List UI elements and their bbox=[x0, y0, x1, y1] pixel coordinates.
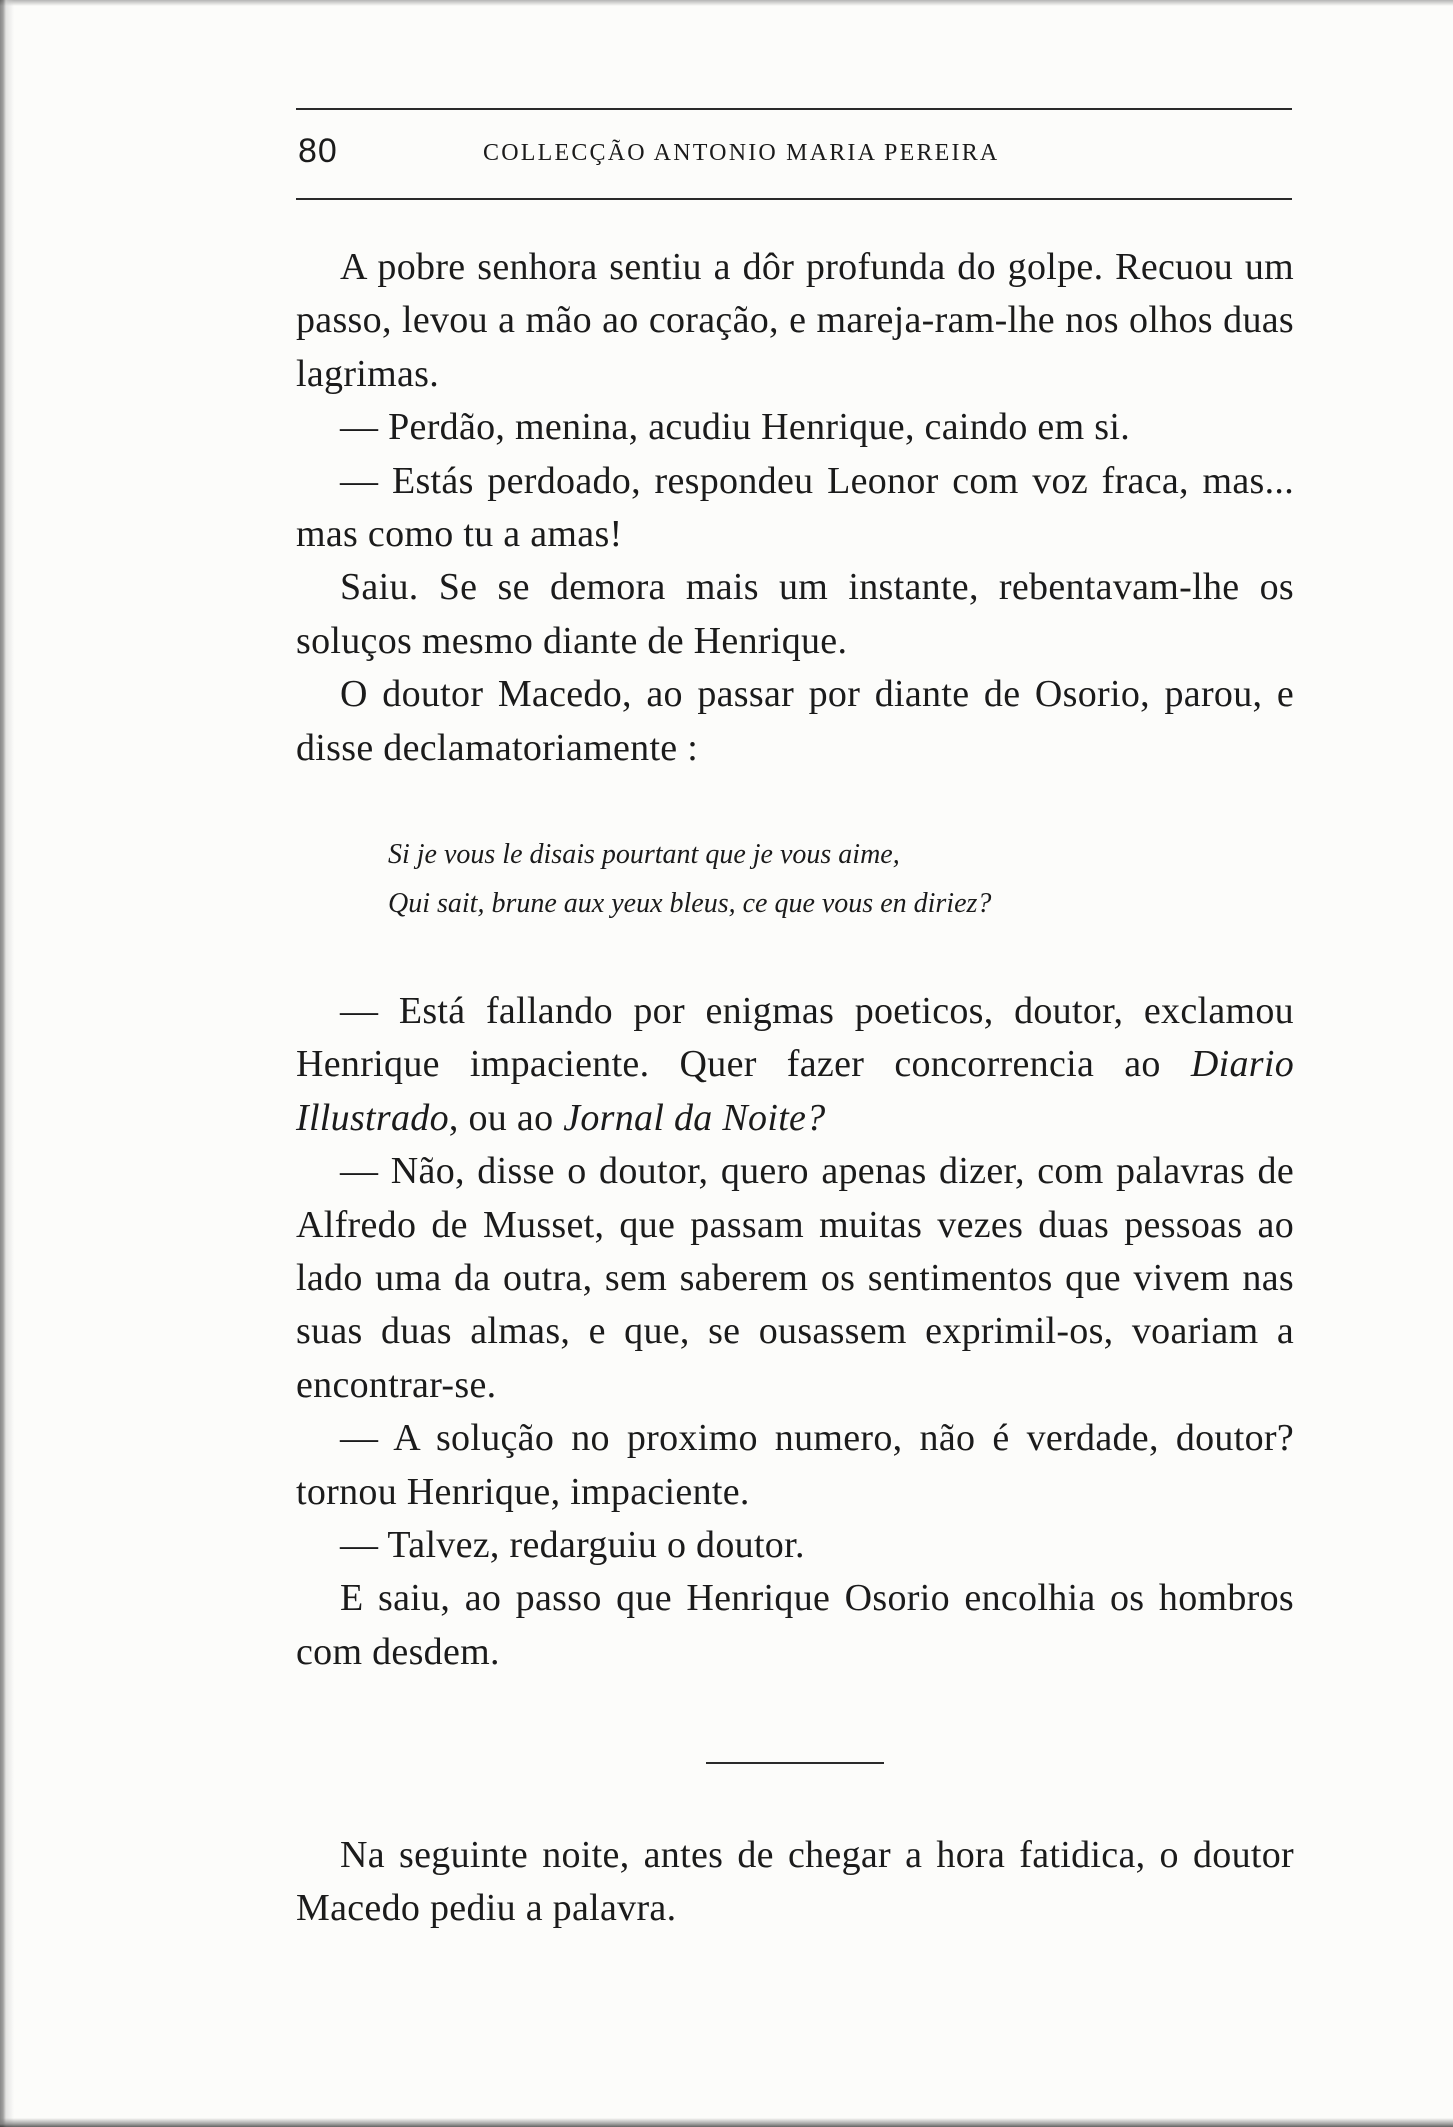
paragraph-6-start: — Está fallando por enigmas poeticos, doutor, exclamou Henrique impaciente. Quer fazer concorrencia ao bbox=[296, 990, 1294, 1086]
paragraph-4: Saiu. Se se demora mais um instante, rebentavam-lhe os soluços mesmo diante de Henrique. bbox=[296, 566, 1294, 662]
running-title: COLLECÇÃO ANTONIO MARIA PEREIRA bbox=[483, 140, 1000, 166]
paragraph-9: — Talvez, redarguiu o doutor. bbox=[340, 1524, 805, 1567]
page-number: 80 bbox=[298, 132, 338, 170]
paragraph-6 bbox=[296, 985, 1294, 1145]
paragraph-1: A pobre senhora sentiu a dôr profunda do golpe. Recuou um passo, levou a mão ao coração, e mareja-ram-lhe nos olhos duas lagrimas. bbox=[296, 246, 1294, 395]
paragraph-2: — Perdão, menina, acudiu Henrique, caindo em si. bbox=[340, 406, 1131, 449]
verse-line-2: Qui sait, brune aux yeux bleus, ce que vous en diriez? bbox=[388, 888, 992, 919]
paragraph-10: E saiu, ao passo que Henrique Osorio encolhia os hombros com desdem. bbox=[296, 1577, 1294, 1673]
verse-quote bbox=[388, 830, 1288, 928]
text-block-2 bbox=[296, 985, 1294, 1679]
newspaper-title-1: Diario Illustrado bbox=[296, 1043, 1294, 1139]
scan-edge-left bbox=[0, 0, 14, 2127]
header-rule-bottom bbox=[296, 198, 1292, 200]
paragraph-11: Na seguinte noite, antes de chegar a hora fatidica, o doutor Macedo pediu a palavra. bbox=[296, 1834, 1294, 1930]
scan-edge-top bbox=[0, 0, 1453, 6]
verse-line-1: Si je vous le disais pourtant que je vous aime, bbox=[388, 839, 900, 870]
text-block-3 bbox=[296, 1829, 1294, 1936]
paragraph-6-middle: , ou ao bbox=[448, 1096, 564, 1139]
newspaper-title-2: Jornal da Noite? bbox=[563, 1096, 826, 1139]
paragraph-5: O doutor Macedo, ao passar por diante de Osorio, parou, e disse declamatoriamente : bbox=[296, 673, 1294, 769]
text-block-1 bbox=[296, 241, 1294, 775]
paragraph-3: — Estás perdoado, respondeu Leonor com voz fraca, mas... mas como tu a amas! bbox=[296, 459, 1294, 556]
header-rule-top bbox=[296, 108, 1292, 110]
section-separator bbox=[706, 1762, 884, 1764]
paragraph-7: — Não, disse o doutor, quero apenas dizer, com palavras de Alfredo de Musset, que passam muitas vezes duas pessoas ao lado uma da outra, sem saberem os sentimentos que vivem nas suas duas almas, e que, se ousassem exprimil-os, voariam a encontrar-se. bbox=[296, 1150, 1294, 1406]
scan-edge-bottom bbox=[0, 2118, 1453, 2127]
paragraph-8: — A solução no proximo numero, não é verdade, doutor? tornou Henrique, impaciente. bbox=[296, 1417, 1294, 1513]
